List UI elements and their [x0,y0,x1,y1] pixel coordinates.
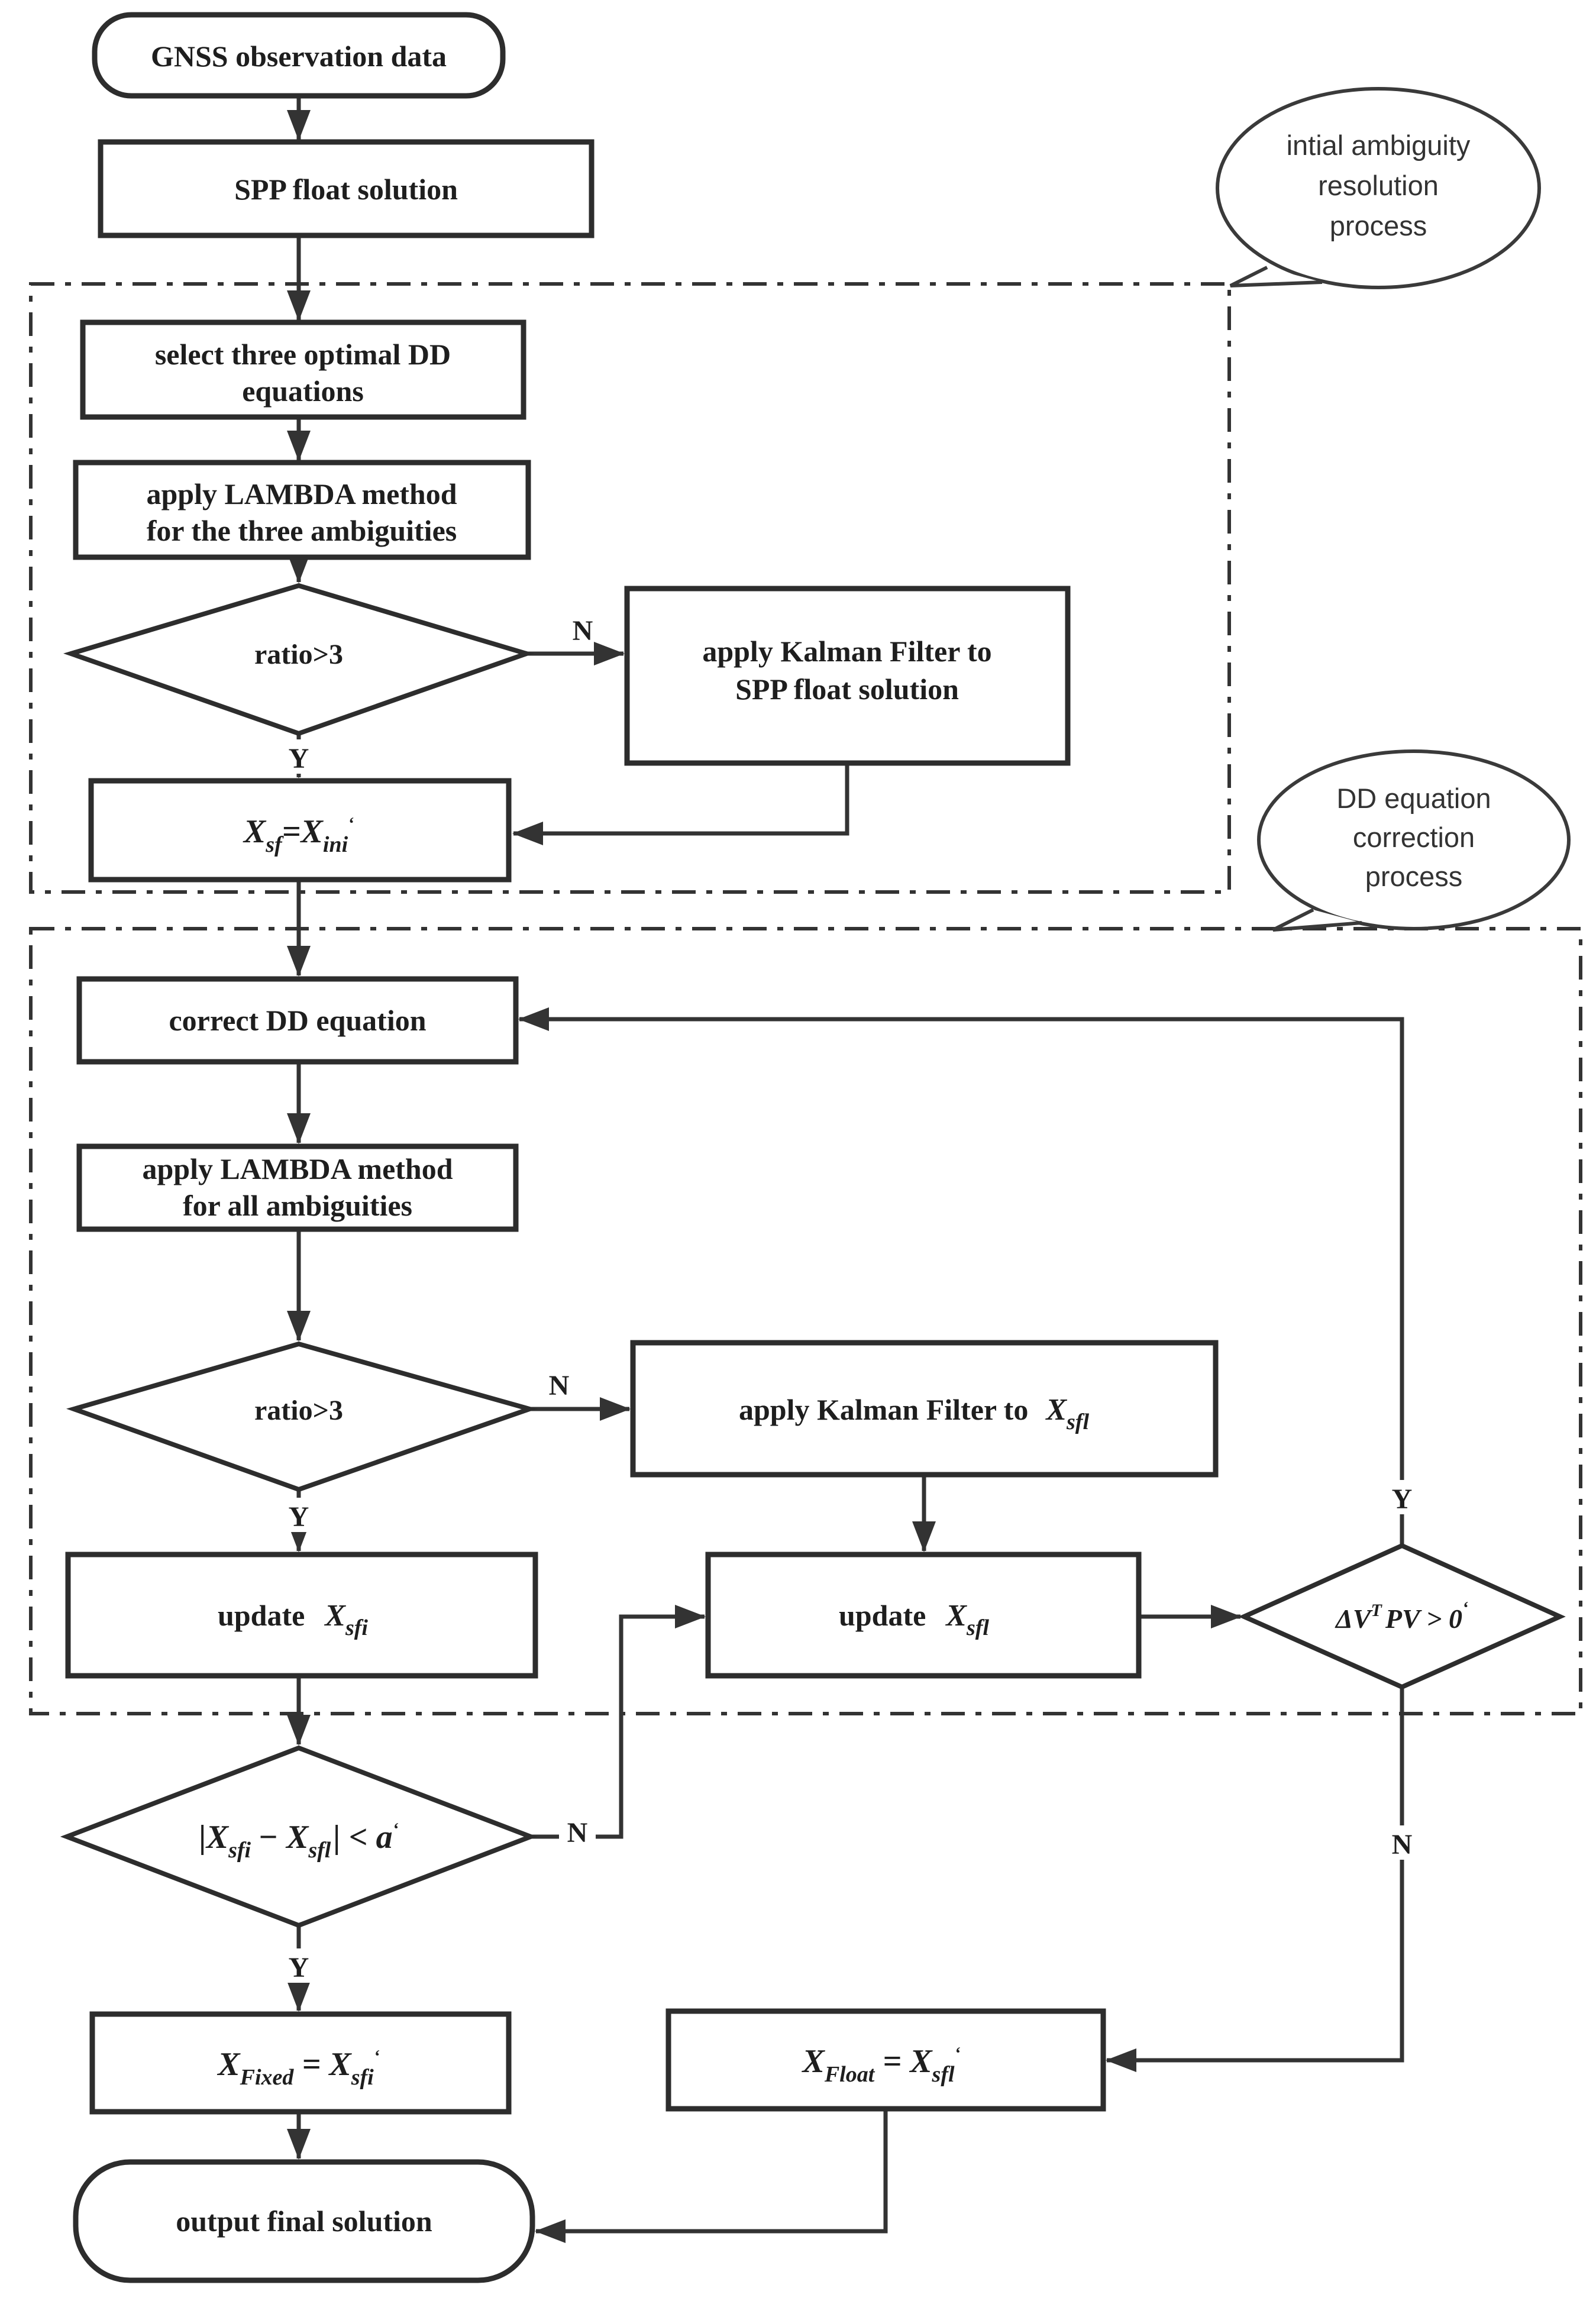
node-lambda-three-line1: apply LAMBDA method [146,477,457,510]
callout-dd-correction [1259,751,1569,930]
callout-initial-line1: intial ambiguity [1286,130,1471,161]
branch-n-ratio1: N [572,615,593,647]
branch-n-dvcheck: N [1391,1829,1413,1860]
node-select-dd-line1: select three optimal DD [154,338,451,371]
node-xsf-xini-label: $X_{sf}=X_{ini}^‘$ [243,813,354,857]
branch-y-diffcheck: Y [288,1952,309,1983]
callout-dd-line2: correction [1352,822,1475,853]
node-kalman-xsfl-label: apply Kalman Filter to $X_{sfl}$ [738,1393,1090,1434]
node-spp-label: SPP float solution [234,173,458,206]
arrow-kalman1-to-xsf [513,763,847,833]
branch-y-ratio2: Y [288,1501,309,1533]
decision-ratio1-label: ratio>3 [254,639,343,670]
branch-y-dvcheck: Y [1391,1484,1413,1515]
decision-dv-check-label: $\Delta V^T$ PV > 0‘ [1335,1598,1469,1634]
decision-ratio2-label: ratio>3 [254,1395,343,1426]
node-lambda-three-line2: for the three ambiguities [146,514,457,547]
node-x-fixed [92,2014,509,2112]
node-kalman-spp-line2: SPP float solution [735,673,959,706]
node-update-xsfl-label: update $X_{sfl}$ [839,1599,989,1640]
node-output-label: output final solution [176,2205,432,2238]
callout-initial-ambiguity [1217,89,1539,287]
callout-initial-line3: process [1329,210,1427,241]
branch-y-ratio1: Y [288,743,309,774]
node-lambda-all-line2: for all ambiguities [183,1189,412,1222]
node-update-xsfi-label: update $X_{sfi}$ [218,1599,368,1640]
callout-initial-line2: resolution [1318,170,1439,201]
callout-dd-line3: process [1365,861,1463,892]
arrow-dvcheck-n-to-xfloat [1107,1687,1402,2060]
arrow-diffcheck-n-to-updatexsfl [531,1617,705,1837]
branch-n-diffcheck: N [567,1817,588,1848]
node-gnss-label: GNSS observation data [150,40,447,73]
node-correct-dd-label: correct DD equation [169,1004,427,1037]
node-x-float-label: $X_{Float} = X_{sfl}^‘$ [802,2043,961,2087]
node-select-dd-line2: equations [242,374,364,408]
node-x-fixed-label: $X_{Fixed} = X_{sfi}^‘$ [218,2046,380,2090]
arrow-xfloat-to-output [536,2109,886,2231]
node-kalman-spp-line1: apply Kalman Filter to [702,635,992,668]
branch-n-ratio2: N [548,1370,570,1401]
decision-diff-check-label: $|X_{sfi} - X_{sfl}| < a^‘$ [199,1819,399,1863]
node-lambda-all-line1: apply LAMBDA method [142,1152,453,1185]
callout-dd-line1: DD equation [1336,783,1491,814]
